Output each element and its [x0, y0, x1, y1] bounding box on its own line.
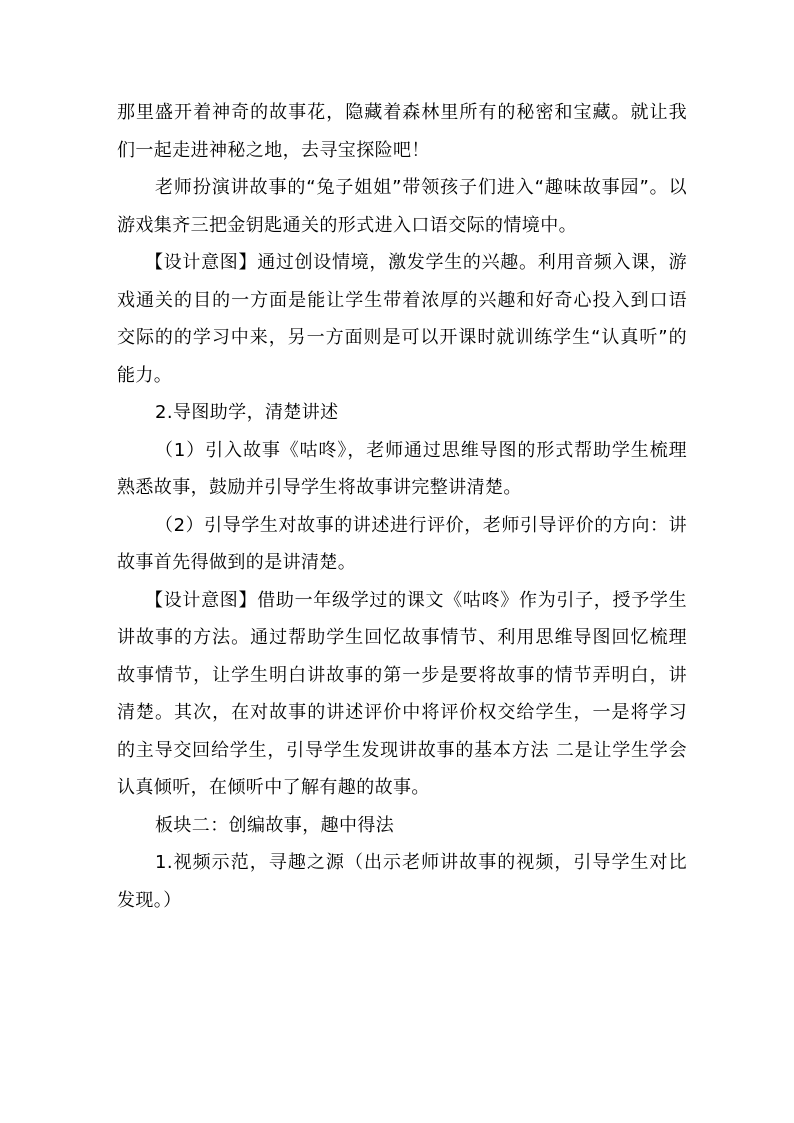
section-heading-mindmap: 2.导图助学，清楚讲述	[155, 402, 339, 423]
paragraph-intro-continued: 那里盛开着神奇的故事花，隐藏着森林里所有的秘密和宝藏。就让我们一起走进神秘之地，去寻宝探险吧！	[117, 102, 687, 161]
paragraph-video-demo: 1.视频示范，寻趣之源（出示老师讲故事的视频，引导学生对比发现。）	[117, 852, 687, 911]
paragraph-teacher-role: 老师扮演讲故事的“兔子姐姐”带领孩子们进入“趣味故事园”。以游戏集齐三把金钥匙通关的形式进入口语交际的情境中。	[117, 177, 687, 236]
paragraph-step-1: （1）引入故事《咕咚》，老师通过思维导图的形式帮助学生梳理熟悉故事，鼓励并引导学生将故事讲完整讲清楚。	[117, 439, 687, 498]
section-heading-module-2: 板块二：创编故事，趣中得法	[155, 814, 395, 836]
paragraph-step-2: （2）引导学生对故事的讲述进行评价，老师引导评价的方向：讲故事首先得做到的是讲清楚。	[117, 514, 687, 573]
paragraph-design-intent-2: 【设计意图】借助一年级学过的课文《咕咚》作为引子，授予学生讲故事的方法。通过帮助学生回忆故事情节、利用思维导图回忆梳理故事情节，让学生明白讲故事的第一步是要将故事的情节弄明白，讲清楚。其次，在对故事的讲述评价中将评价权交给学生，一是将学习的主导交回给学生，引导学生发现讲故事的基本方法 二是让学生学会认真倾听，在倾听中了解有趣的故事。	[117, 589, 687, 798]
paragraph-design-intent-1: 【设计意图】通过创设情境，激发学生的兴趣。利用音频入课，游戏通关的目的一方面是能让学生带着浓厚的兴趣和好奇心投入到口语交际的的学习中来，另一方面则是可以开课时就训练学生“认真听”的能力。	[117, 252, 687, 386]
document-body	[117, 94, 687, 919]
